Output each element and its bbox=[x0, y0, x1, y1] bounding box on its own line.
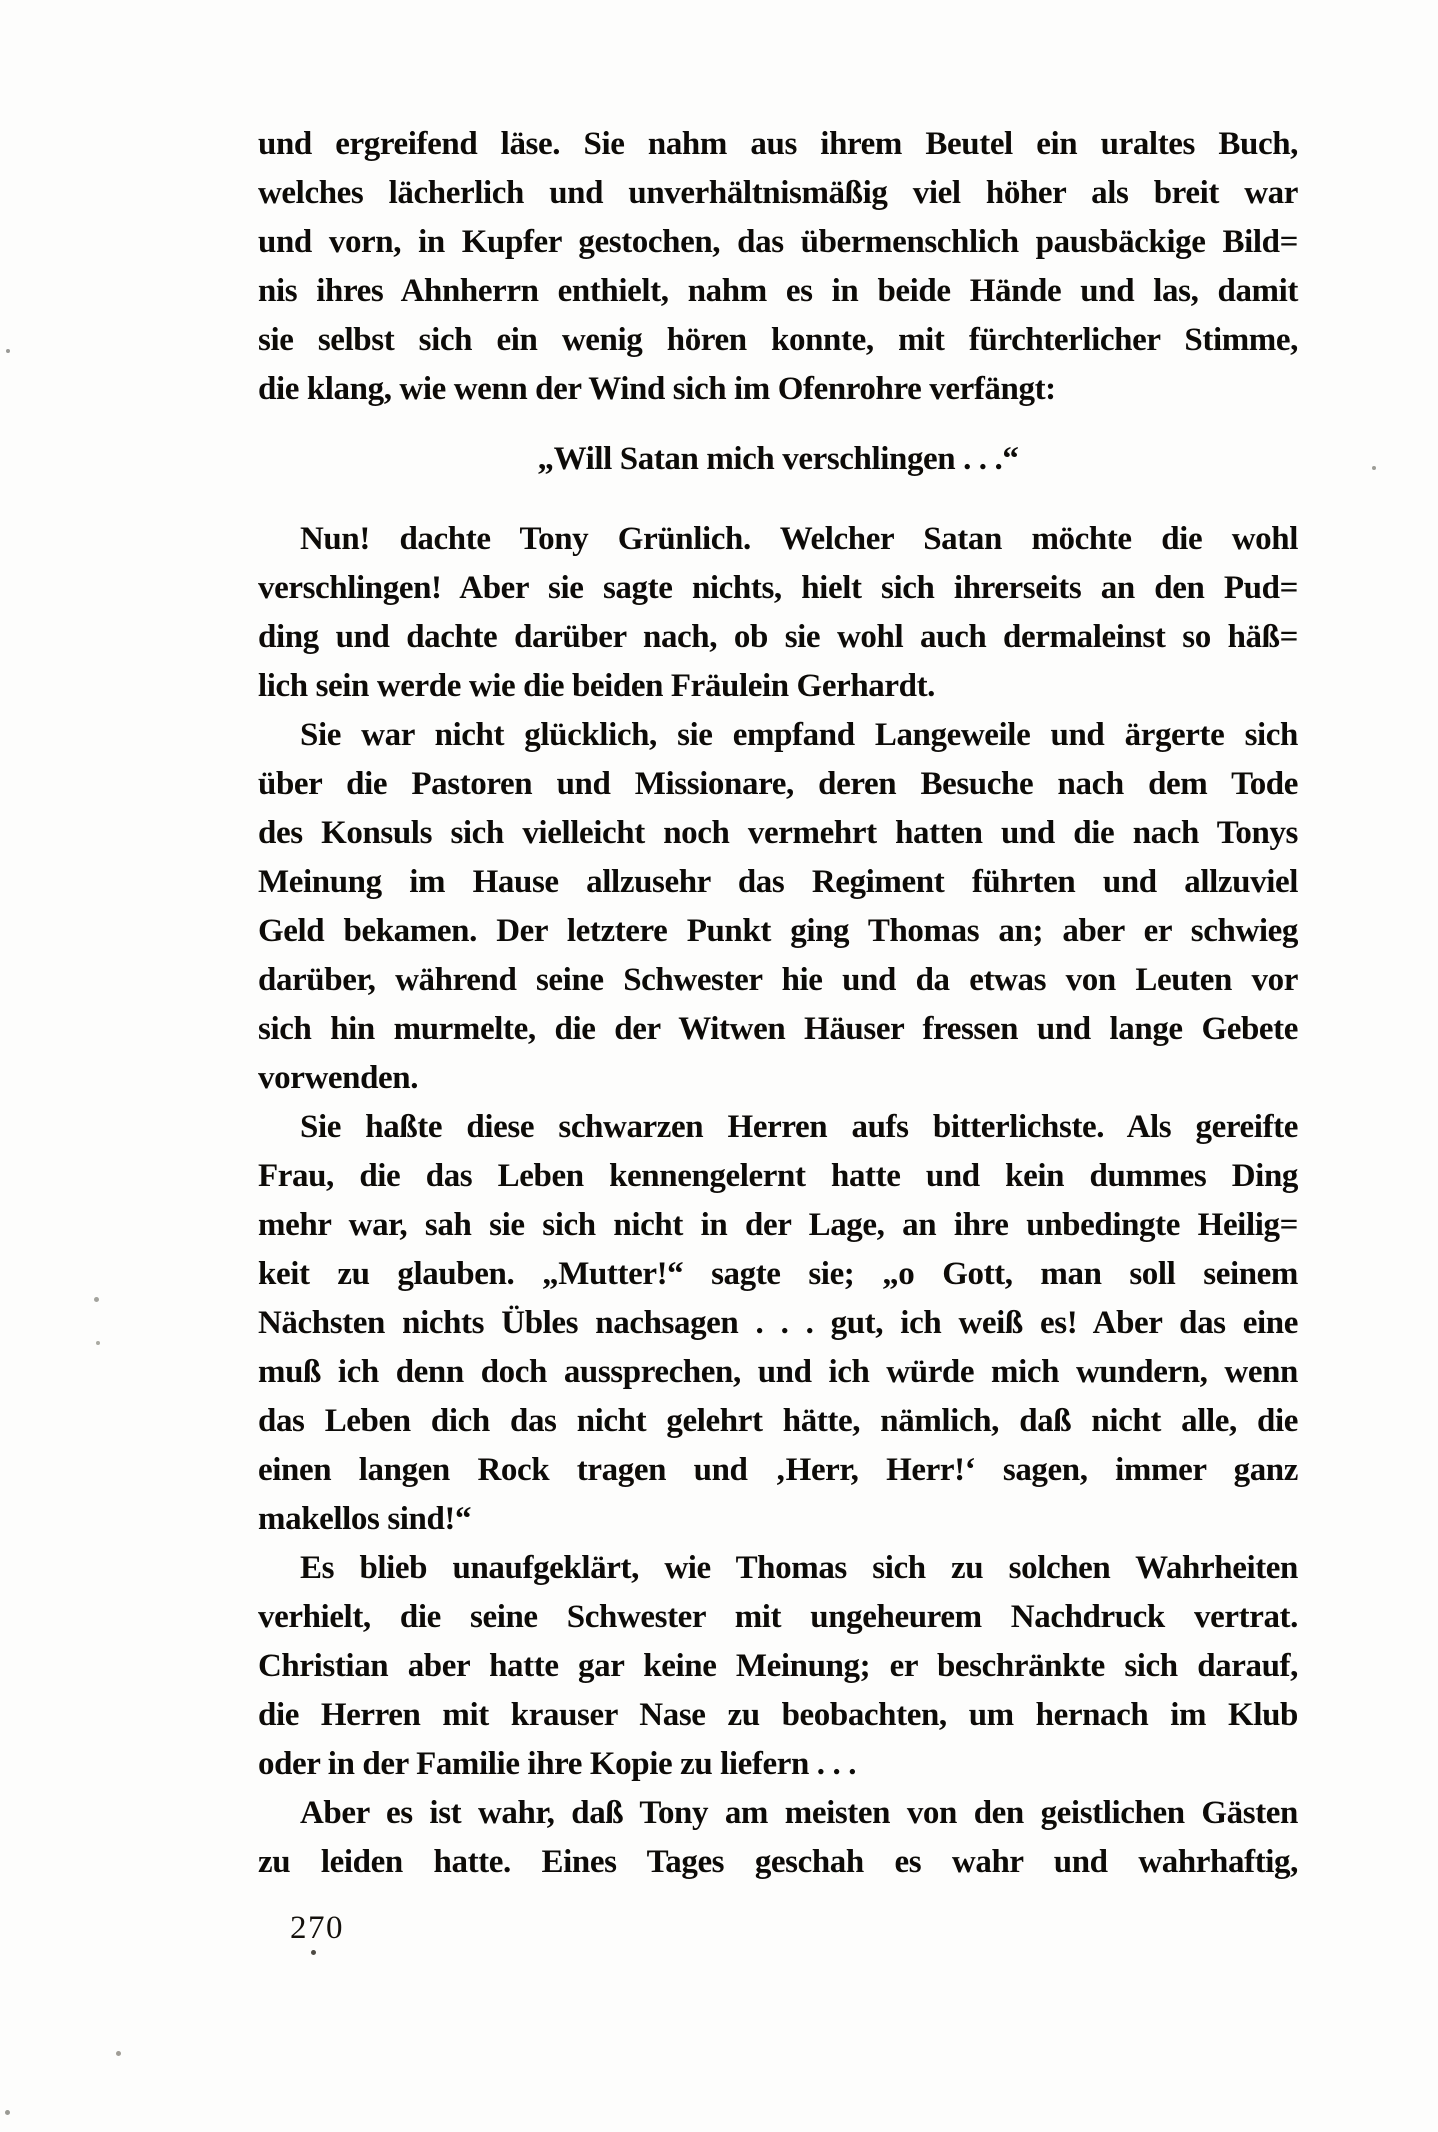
text-line: oder in der Familie ihre Kopie zu liefern . . . bbox=[258, 1746, 857, 1782]
scan-speck bbox=[96, 1341, 100, 1345]
text-line: Es blieb unaufgeklärt, wie Thomas sich zu solchen Wahrheiten bbox=[300, 1550, 1298, 1586]
text-line: verschlingen! Aber sie sagte nichts, hielt sich ihrerseits an den Pud= bbox=[258, 570, 1298, 606]
text-line: Meinung im Hause allzusehr das Regiment führten und allzuviel bbox=[258, 864, 1298, 900]
paragraph-6 bbox=[258, 1789, 1298, 1887]
text-line: die Herren mit krauser Nase zu beobachten, um hernach im Klub bbox=[258, 1697, 1298, 1733]
text-line: welches lächerlich und unverhältnismäßig viel höher als breit war bbox=[258, 175, 1298, 211]
text-line: Geld bekamen. Der letztere Punkt ging Thomas an; aber er schwieg bbox=[258, 913, 1298, 949]
text-line: sich hin murmelte, die der Witwen Häuser fressen und lange Gebete bbox=[258, 1011, 1298, 1047]
paragraph-2 bbox=[258, 515, 1298, 711]
scan-speck bbox=[311, 1950, 316, 1955]
text-line: vorwenden. bbox=[258, 1060, 419, 1096]
text-line: keit zu glauben. „Mutter!“ sagte sie; „o Gott, man soll seinem bbox=[258, 1256, 1298, 1292]
text-line: nis ihres Ahnherrn enthielt, nahm es in beide Hände und las, damit bbox=[258, 273, 1298, 309]
paragraph-3 bbox=[258, 711, 1298, 1103]
text-block bbox=[258, 120, 1298, 1887]
scan-speck bbox=[6, 349, 10, 353]
text-line: Sie war nicht glücklich, sie empfand Langeweile und ärgerte sich bbox=[300, 717, 1298, 753]
text-line: makellos sind!“ bbox=[258, 1501, 472, 1537]
scan-speck bbox=[94, 1297, 99, 1302]
text-line: verhielt, die seine Schwester mit ungeheurem Nachdruck vertrat. bbox=[258, 1599, 1298, 1635]
page-number: 270 bbox=[290, 1910, 344, 1946]
text-line: über die Pastoren und Missionare, deren Besuche nach dem Tode bbox=[258, 766, 1298, 802]
text-line: das Leben dich das nicht gelehrt hätte, nämlich, daß nicht alle, die bbox=[258, 1403, 1298, 1439]
paragraph-4 bbox=[258, 1103, 1298, 1544]
hymn-quote: „Will Satan mich verschlingen . . .“ bbox=[537, 441, 1019, 477]
text-line: Christian aber hatte gar keine Meinung; er beschränkte sich darauf, bbox=[258, 1648, 1298, 1684]
text-line: zu leiden hatte. Eines Tages geschah es wahr und wahrhaftig, bbox=[258, 1844, 1298, 1880]
text-line: Nun! dachte Tony Grünlich. Welcher Satan möchte die wohl bbox=[300, 521, 1298, 557]
text-line: und ergreifend läse. Sie nahm aus ihrem Beutel ein uraltes Buch, bbox=[258, 126, 1298, 162]
paragraph-5 bbox=[258, 1544, 1298, 1789]
text-line: darüber, während seine Schwester hie und da etwas von Leuten vor bbox=[258, 962, 1298, 998]
scan-speck bbox=[5, 2110, 10, 2115]
text-line: mehr war, sah sie sich nicht in der Lage, an ihre unbedingte Heilig= bbox=[258, 1207, 1298, 1243]
text-line: ding und dachte darüber nach, ob sie wohl auch dermaleinst so häß= bbox=[258, 619, 1298, 655]
text-line: Nächsten nichts Übles nachsagen . . . gut, ich weiß es! Aber das eine bbox=[258, 1305, 1298, 1341]
scan-speck bbox=[1372, 466, 1376, 470]
text-line: Frau, die das Leben kennengelernt hatte und kein dummes Ding bbox=[258, 1158, 1298, 1194]
paragraph-1 bbox=[258, 120, 1298, 414]
text-line: lich sein werde wie die beiden Fräulein Gerhardt. bbox=[258, 668, 936, 704]
text-line: die klang, wie wenn der Wind sich im Ofenrohre verfängt: bbox=[258, 371, 1056, 407]
scan-speck bbox=[116, 2051, 121, 2056]
text-line: und vorn, in Kupfer gestochen, das übermenschlich pausbäckige Bild= bbox=[258, 224, 1298, 260]
text-line: einen langen Rock tragen und ‚Herr, Herr!‘ sagen, immer ganz bbox=[258, 1452, 1298, 1488]
text-line: Sie haßte diese schwarzen Herren aufs bitterlichste. Als gereifte bbox=[300, 1109, 1298, 1145]
text-line: Aber es ist wahr, daß Tony am meisten von den geistlichen Gästen bbox=[300, 1795, 1298, 1831]
text-line: des Konsuls sich vielleicht noch vermehrt hatten und die nach Tonys bbox=[258, 815, 1298, 851]
text-line: sie selbst sich ein wenig hören konnte, mit fürchterlicher Stimme, bbox=[258, 322, 1298, 358]
text-line: muß ich denn doch aussprechen, und ich würde mich wundern, wenn bbox=[258, 1354, 1298, 1390]
